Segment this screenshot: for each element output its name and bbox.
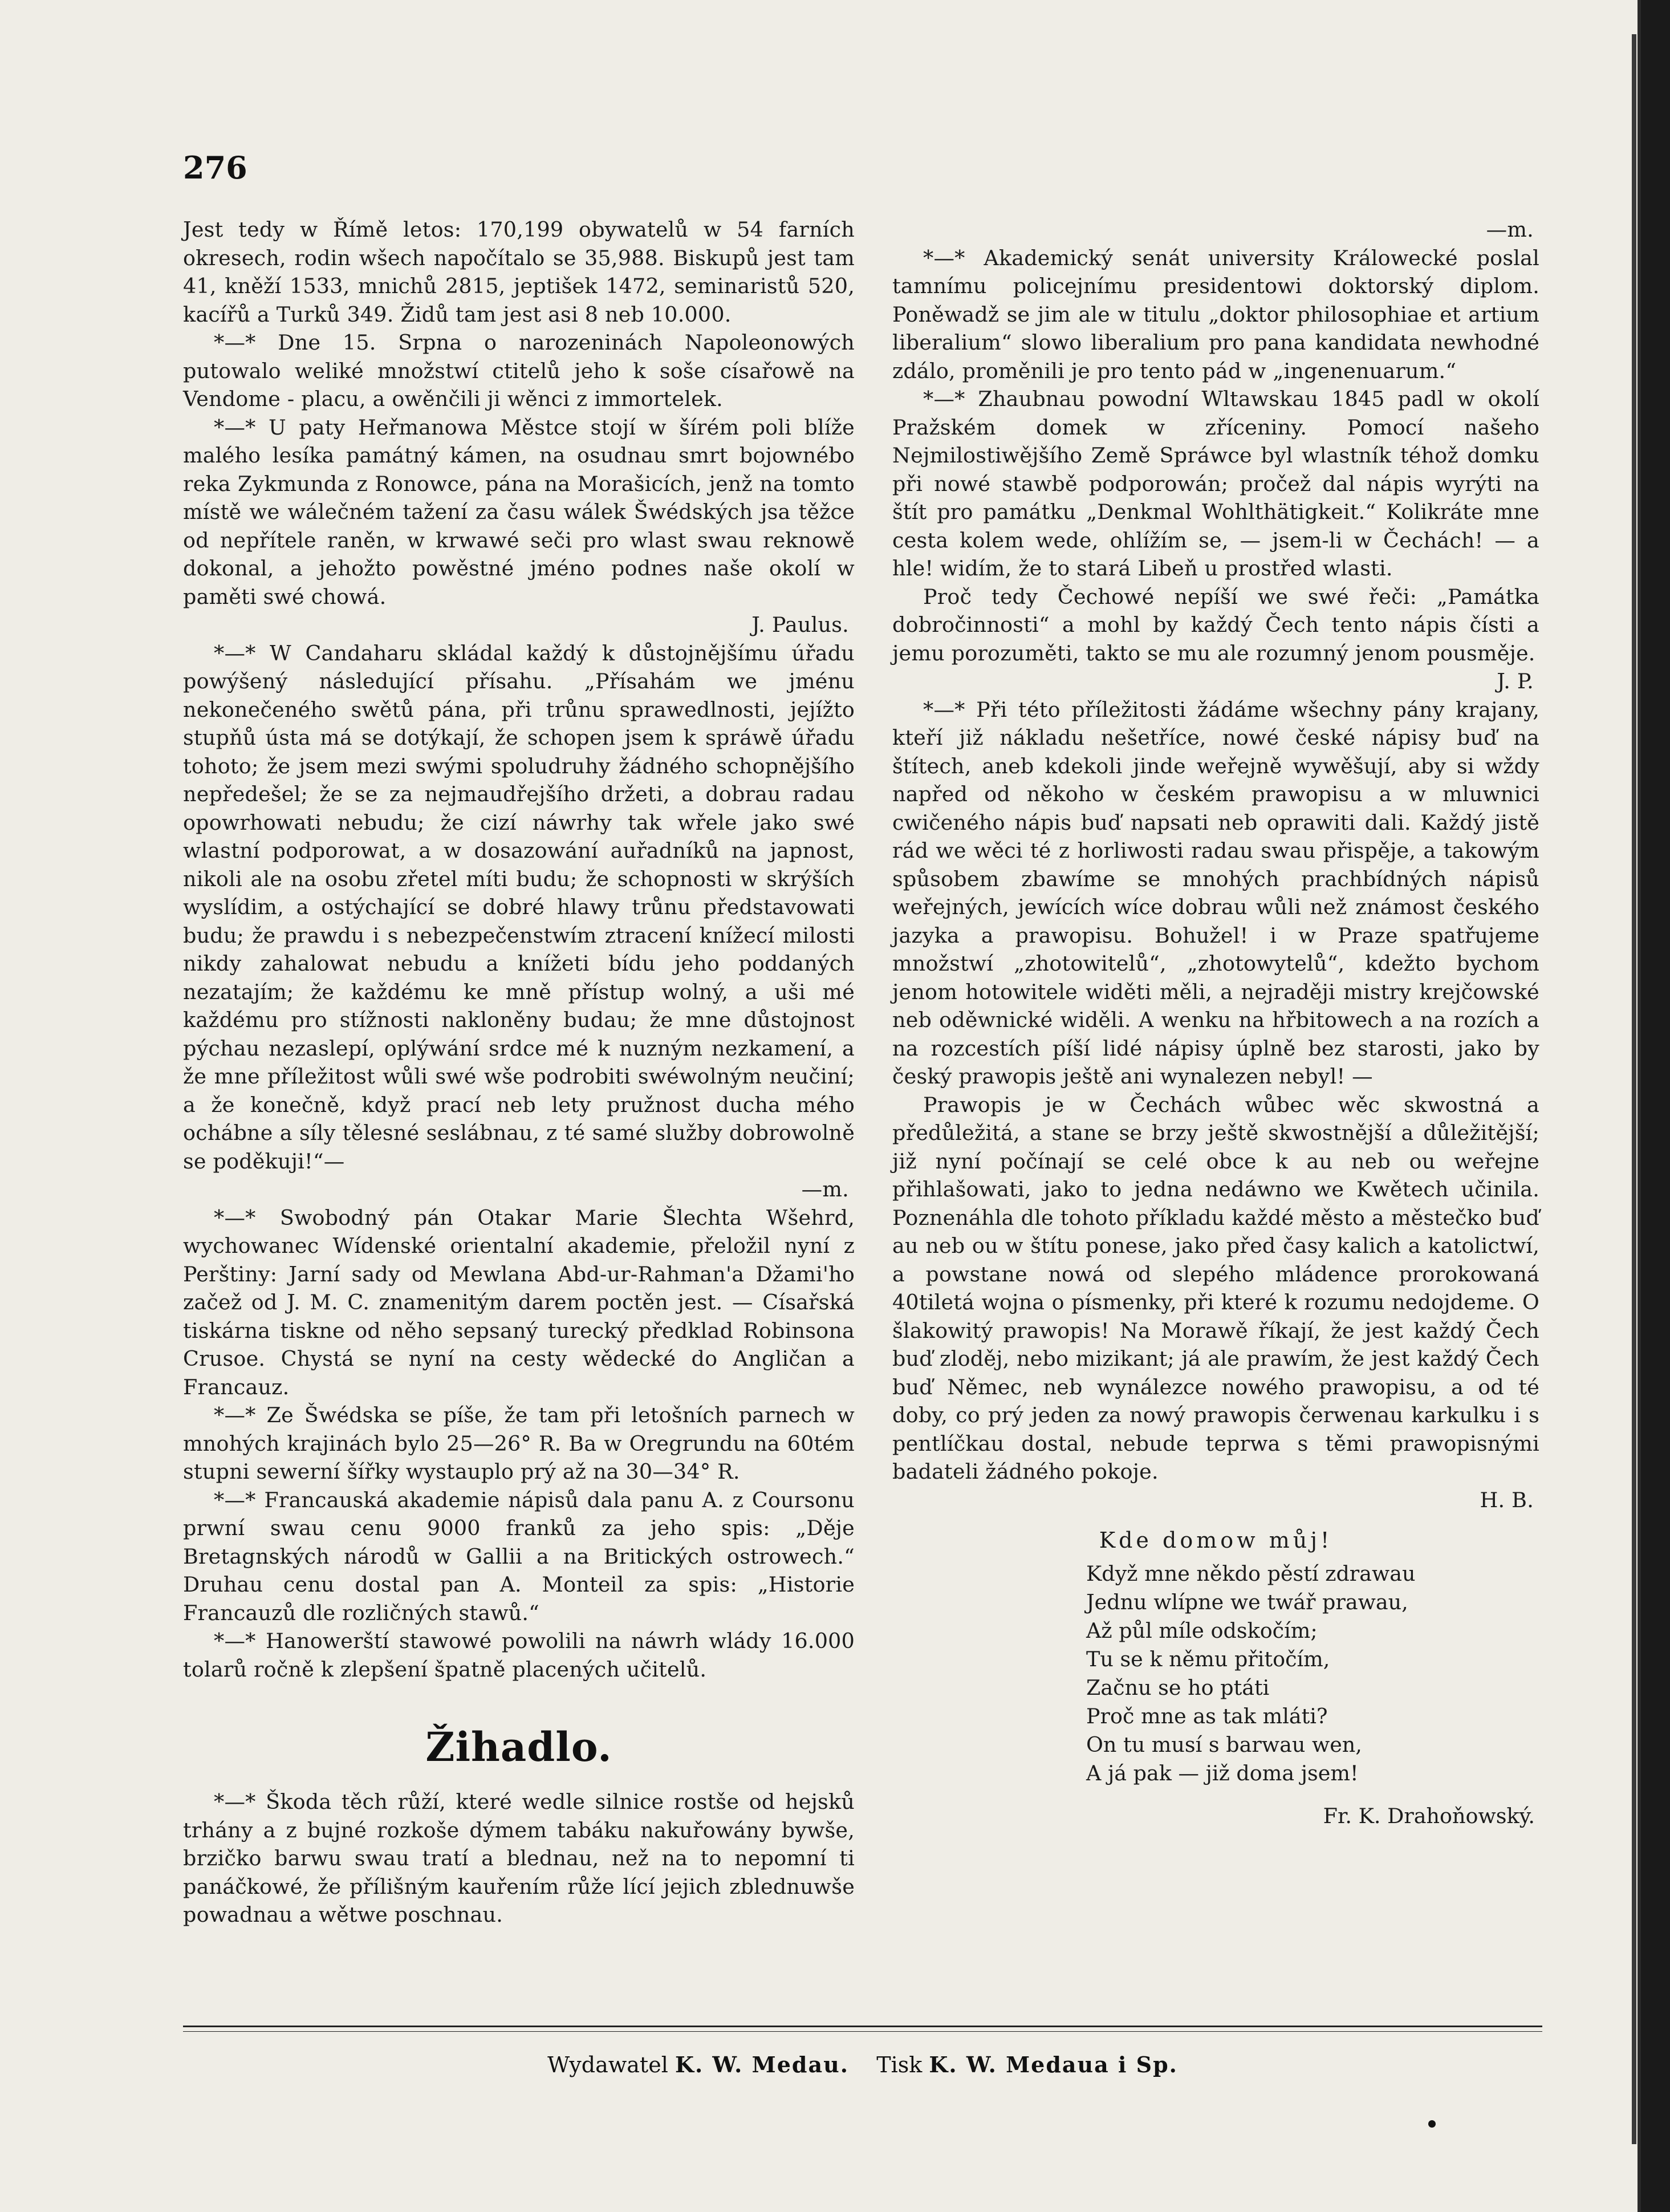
article-french-academy: *—* Francauská akademie nápisů dala panu A. z Coursonu prwní swau cenu 9000 franků za jeho spis: „Děje Bretagnských národů w Gallii a na Britických ostrowech.“ Druhau cenu dostal pan A. Monteil za spis: „Historie Francauzů dle rozličných stawů.“ bbox=[183, 1487, 855, 1625]
article-signage-plea: *—* Při této příležitosti žádáme wšechny pány krajany, kteří již nákladu nešetříce, nowé české nápisy buď na štítech, aneb kdekoli jinde weřejně wywěšují, aby si wždy napřed od někoho w českém prawopisu a w mluwnici cwičeného nápis buď napsati neb oprawiti dali. Každý jistě rád we wěci té z horliwosti radau swau přispěje, a takowým spůsobem zbawíme se mnohých prachbídných nápisů weřejných, jewících wíce dobrau wůli než známost českého jazyka a prawopisu. Bohužel! i w Praze spatřujeme množstwí „zhotowitelů“, „zhotowytelů“, kdežto bychom jenom hotowitele widěti měli, a nejraději mistry krejčowské neb oděwnické widěli. A wenku na hřbitowech a na rozích a na rozcestích píší lidé nápisy úplně bez starosti, jako by český prawopis ještě ani wynalezen nebyl! — bbox=[892, 697, 1539, 1089]
left-column bbox=[183, 216, 855, 1929]
poem-body bbox=[1086, 1560, 1539, 1788]
print-label: Tisk bbox=[876, 2052, 923, 2077]
publisher-label: Wydawatel bbox=[547, 2052, 668, 2077]
article-signature-hb: H. B. bbox=[1480, 1487, 1534, 1512]
article-flood-house: *—* Zhaubnau powodní Wltawskau 1845 padl w okolí Pražském domek w zříceniny. Pomocí našeho Nejmilostiwějšího Země Spráwce byl wlastník téhož domku při nowé stawbě podporowán; pročež dal nápis wyrýti na štít pro památku „Denkmal Wohlthätigkeit.“ Kolikráte mne cesta kolem wede, ohlížím se, — jsem-li w Čechách! — a hle! widím, že to stará Libeň u prostřed wlasti. bbox=[892, 387, 1539, 581]
article-sweden-heat: *—* Ze Šwédska se píše, že tam při letošních parnech w mnohých krajinách bylo 25—26° R. Ba w Oregrundu na 60tém stupni sewerní šířky wystauplo prý až na 30—34° R. bbox=[183, 1403, 855, 1484]
poem-line: On tu musí s barwau wen, bbox=[1086, 1732, 1362, 1757]
article-slechta-wsehrd: *—* Swobodný pán Otakar Marie Šlechta Wšehrd, wychowanec Wídenské orientalní akademie, přeložil nyní z Perštiny: Jarní sady od Mewlana Abd-ur-Rahman'a Džami'ho začež od J. M. C. znamenitým darem poctěn jest. — Císařská tiskárna tiskne od něho sepsaný turecký předklad Robinsona Crusoe. Chystá se nyní na cesty wědecké do Angličan a Francauz. bbox=[183, 1205, 855, 1399]
page-number: 276 bbox=[183, 149, 247, 186]
imprint-footer bbox=[183, 2052, 1542, 2077]
article-signature-m: —m. bbox=[801, 1177, 849, 1202]
article-orthography: Prawopis je w Čechách wůbec wěc skwostná a předůležitá, a stane se brzy ještě skwostnější a důležitější; již nyní počínají se celé obce k au neb ou weřejne přihlašowati, jako to jedna nedáwno we Kwětech učinila. Poznenáhla dle tohoto příkladu každé město a městečko buď au neb ou w štítu ponese, jako před časy kalich a katolictwí, a powstane nowá od slepého mládence prorokowaná 40tiletá wojna o písmenky, při které k rozumu nedojdeme. O šlakowitý prawopis! Na Morawě říkají, že jest každý Čech buď zloděj, nebo mizikant; já ale prawím, že jest každý Čech buď Němec, neb wynálezce nowého prawopisu, a od té doby, co prý jeden za nowý prawopis čerwenau karkulku i s pentlíčkau dostal, nebude teprwa s těmi prawopisnými badateli žádného pokoje. bbox=[892, 1092, 1539, 1484]
article-napoleon-birthday: *—* Dne 15. Srpna o narozeninách Napoleonowých putowalo weliké množstwí ctitelů jeho k soše císařowě na Vendome - placu, a owěnčili ji wěnci z immortelek. bbox=[183, 330, 855, 411]
footer-rule-top bbox=[183, 2026, 1542, 2027]
article-signature-jp: J. P. bbox=[1497, 669, 1534, 693]
footer-rule-bottom bbox=[183, 2031, 1542, 2032]
scan-background-strip bbox=[1641, 0, 1670, 2212]
poem-line: Když mne někdo pěstí zdrawau bbox=[1086, 1561, 1416, 1586]
article-signature-paulus: J. Paulus. bbox=[751, 612, 849, 637]
printer-name: K. W. Medaua i Sp. bbox=[929, 2052, 1178, 2077]
article-koenigsberg-diploma: *—* Akademický senát university Králowecké poslal tamnímu policejnímu presidentowi doktorský diplom. Poněwadž se jim ale w titulu „doktor philosophiae et artium liberalium“ slowo liberalium pro pana kandidata newhodné zdálo, proměnili je pro tento pád w „ingenenuarum.“ bbox=[892, 245, 1539, 383]
article-candahar-oath: *—* W Candaharu skládal každý k důstojnějšímu úřadu powýšený následující přísahu. „Přísahám we jménu nekonečeného swětů pána, při trůnu sprawedlnosti, jejížto stupňů ústa má se dotýkají, že schopen jsem k spráwě úřadu tohoto; že jsem mezi swými spoludruhy žádného schopnějšího nepředešel; že se za nejmaudřejšího držeti, a dobrau radau opowrhowati nebudu; že cizí náwrhy tak wřele jako swé wlastní podporowat, a w dosazowání auřadníků na japnost, nikoli ale na osobu zřetel míti budu; že schopnosti w skrýších wyslídim, a ostýchající se dobré hlawy trůnu představowati budu; že prawdu i s nebezpečenstwím ztracení knížecí milosti nikdy zahalowat nebudu a knížeti bídu jeho poddaných nezatajím; že každému ke mně přístup wolný, a uši mé každému pro stížnosti nakloněny budau; že mne důstojnost pýchau nezaslepí, oplýwání srdce mé k nuzným nezkamení, a že mne příležitost wůli swé wše podrobiti swéwolným neučiní; a že konečně, když prací neb lety pružnost ducha mého ochábne a síly tělesné seslábnau, z té samé služby dobrowolně se poděkuji!“— bbox=[183, 640, 855, 1174]
poem-line: A já pak — již doma jsem! bbox=[1086, 1761, 1359, 1785]
poem-line: Jednu wlípne we twář prawau, bbox=[1086, 1590, 1408, 1614]
ink-dot bbox=[1428, 2120, 1436, 2128]
poem-line: Proč mne as tak mláti? bbox=[1086, 1704, 1328, 1728]
publisher-name: K. W. Medau. bbox=[674, 2052, 849, 2077]
poem-line: Začnu se ho ptáti bbox=[1086, 1675, 1270, 1700]
poem-title: Kde domow můj! bbox=[1099, 1528, 1333, 1553]
article-rome-census: Jest tedy w Římě letos: 170,199 obywatelů w 54 farních okresech, rodin wšech napočítalo se 35,988. Biskupů jest tam 41, kněží 1533, mnichů 2815, jeptišek 1472, seminaristů 520, kacířů a Turků 349. Židů tam jest asi 8 neb 10.000. bbox=[183, 217, 855, 327]
article-roses-signature: —m. bbox=[1486, 217, 1534, 242]
poem-author: Fr. K. Drahoňowský. bbox=[1323, 1804, 1535, 1828]
poem-line: Až půl míle odskočím; bbox=[1086, 1618, 1318, 1643]
article-roses: *—* Škoda těch růží, které wedle silnice rostše od hejsků trhány a z bujné rozkoše dýmem tabáku nakuřowány bywše, brzičko barwu swau tratí a blednau, než na to nepomní ti panáčkowé, že přílišným kauřením růže lící jejich zblednuwše powadnau a wětwe poschnau. bbox=[183, 1789, 855, 1927]
article-czech-inscription: Proč tedy Čechowé nepíší we swé řeči: „Památka dobročinnosti“ a mohl by každý Čech tento nápis čísti a jemu porozuměti, takto se mu ale rozumný jenom pousměje. bbox=[892, 584, 1539, 665]
right-column bbox=[892, 216, 1539, 1833]
page-edge-shadow bbox=[1632, 34, 1636, 2144]
article-hermanuv-mestec-stone: *—* U paty Heřmanowa Městce stojí w šírém poli blíže malého lesíka památný kámen, na osudnau smrt bojownébo reka Zykmunda z Ronowce, pána na Morašicích, jenž na tomto místě we wálečném tažení za času wálek Šwédských jsa těžce od nepřítele raněn, w krwawé seči pro wlast swau reknowě dokonal, a jehožto powěstné jméno podnes naše okolí w paměti swé chowá. bbox=[183, 415, 855, 609]
article-hanover-teachers: *—* Hanowerští stawowé powolili na náwrh wlády 16.000 tolarů ročně k zlepšení špatně placených učitelů. bbox=[183, 1629, 855, 1682]
poem-line: Tu se k němu přitočím, bbox=[1086, 1647, 1330, 1671]
section-title-zihadlo: Žihadlo. bbox=[425, 1723, 612, 1771]
